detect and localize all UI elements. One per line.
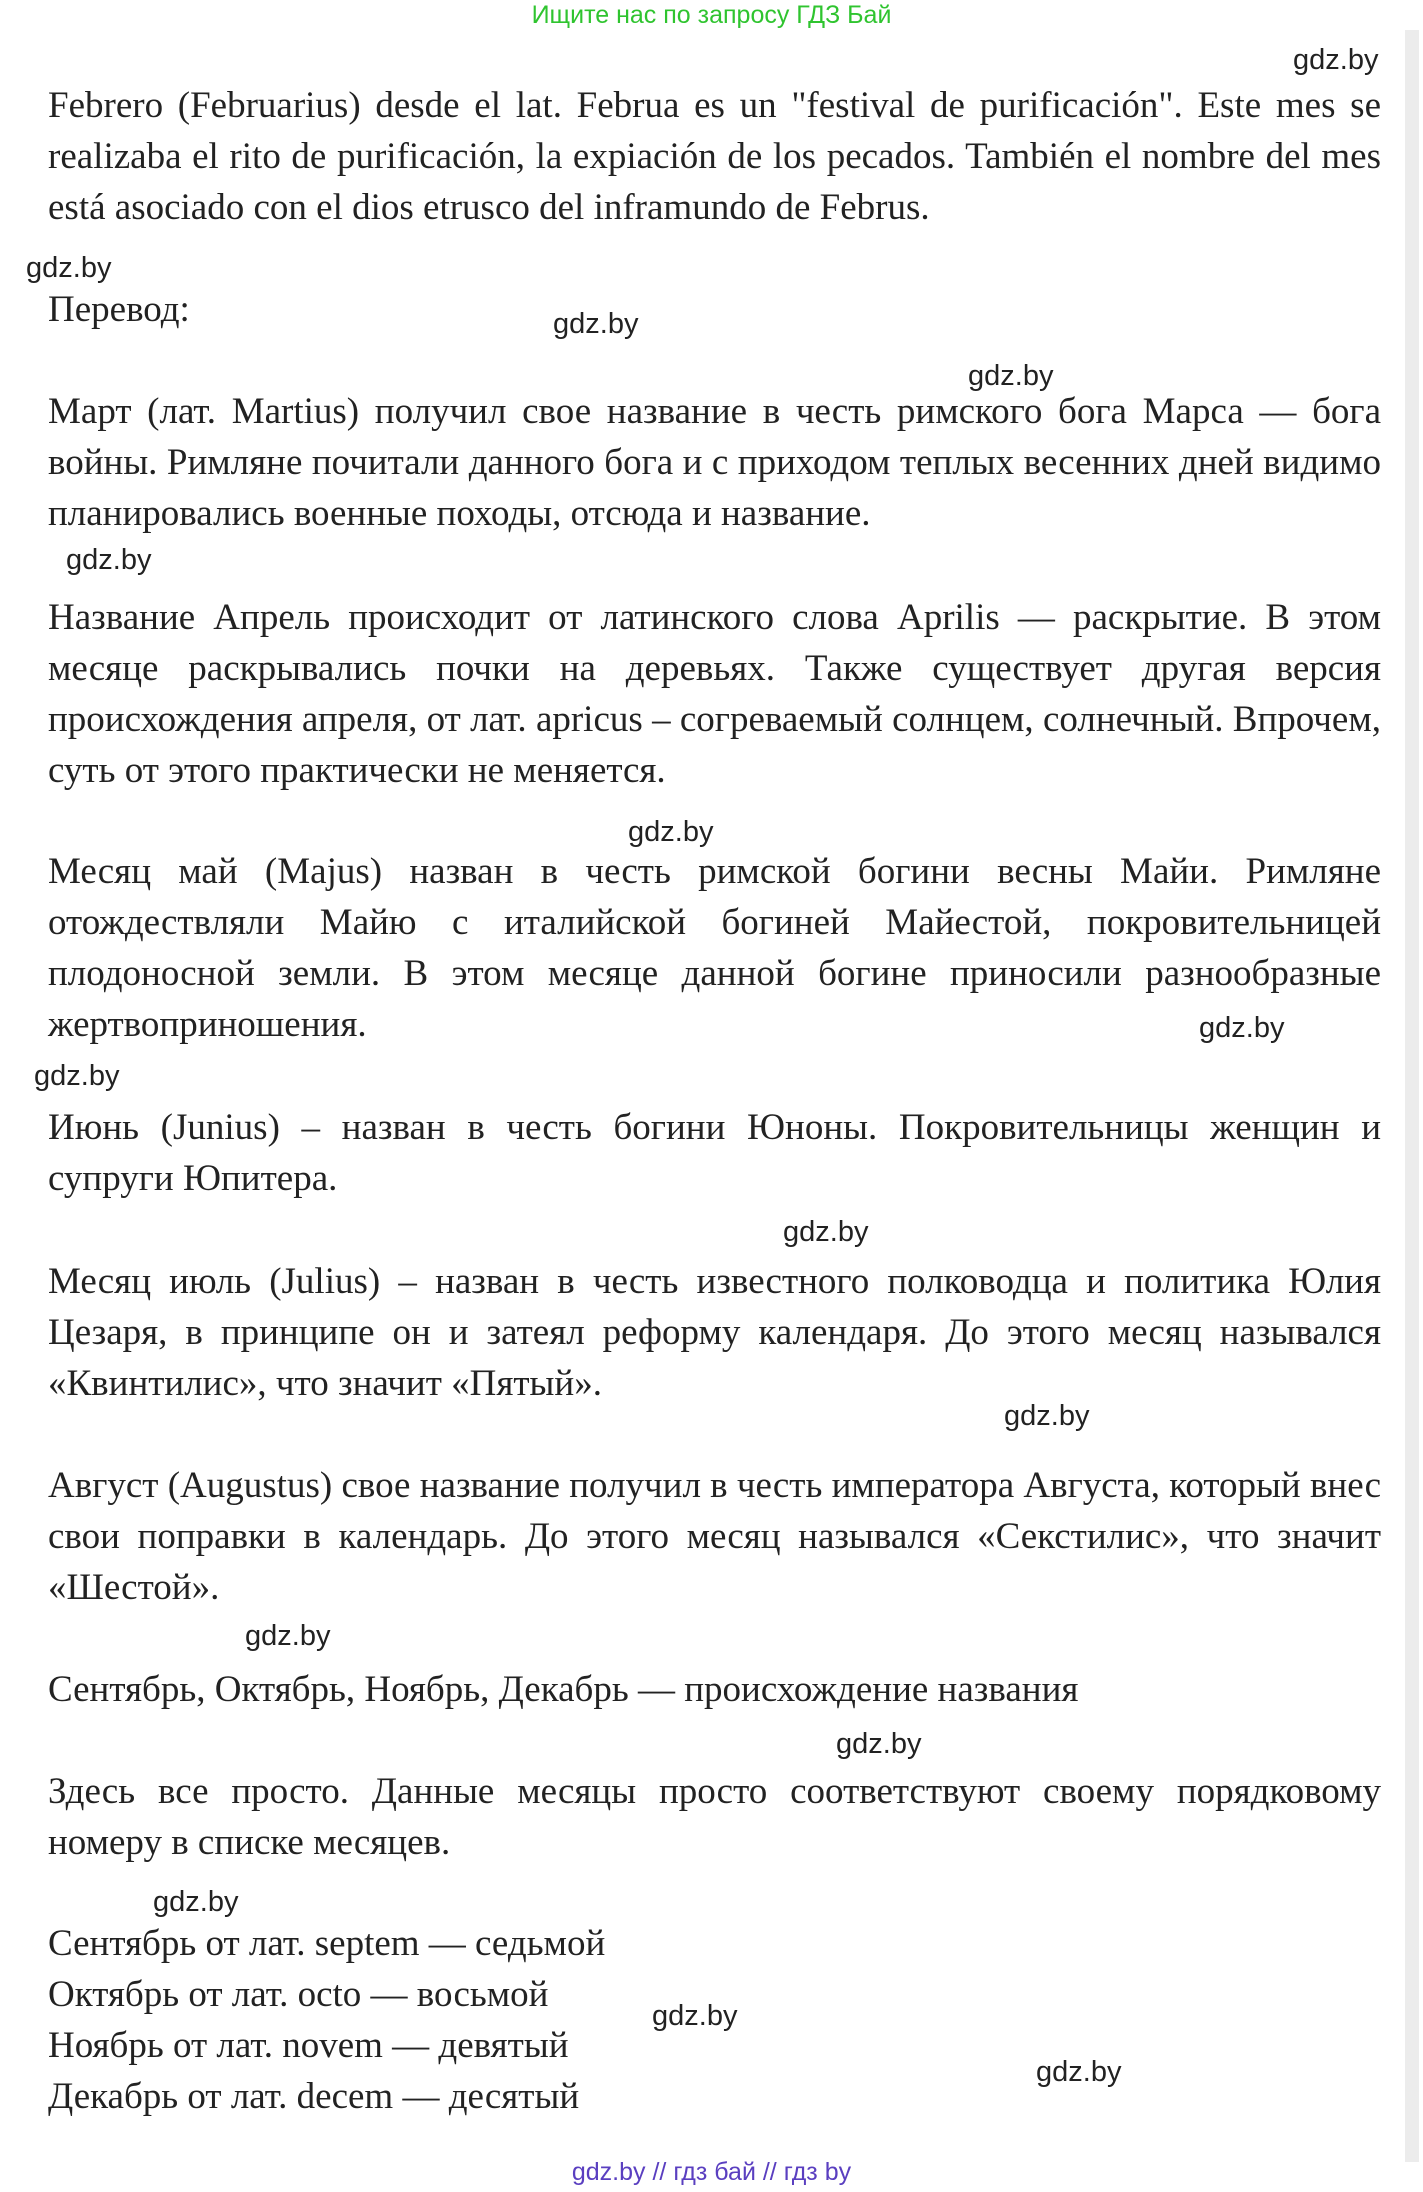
watermark: gdz.by	[968, 360, 1054, 392]
paragraph-zdes: Здесь все просто. Данные месяцы просто соответствуют своему порядковому номеру в списке месяцев.	[48, 1771, 1381, 1863]
bottom-banner[interactable]: gdz.by // гдз бай // гдз by	[571, 2158, 852, 2186]
watermark: gdz.by	[1036, 2056, 1122, 2088]
watermark: gdz.by	[628, 816, 714, 848]
paragraph-iyun: Июнь (Junius) – назван в честь богини Юноны. Покровительницы женщин и супруги Юпитера.	[48, 1107, 1381, 1199]
watermark: gdz.by	[652, 2000, 738, 2032]
list-item: Октябрь от лат. octo — восьмой	[48, 1974, 549, 2015]
watermark: gdz.by	[553, 308, 639, 340]
paragraph-aprel: Название Апрель происходит от латинского слова Aprilis — раскрытие. В этом месяце раскрывались почки на деревьях. Также существует другая версия происхождения апреля, от лат. apricus – согреваемый солнцем, солнечный. Впрочем, суть от этого практически не меняется.	[48, 597, 1381, 791]
autumn-months-heading: Сентябрь, Октябрь, Ноябрь, Декабрь — происхождение названия	[48, 1669, 1079, 1710]
watermark: gdz.by	[783, 1216, 869, 1248]
paragraph-mart: Март (лат. Martius) получил свое название в честь римского бога Марса — бога войны. Римляне почитали данного бога и с приходом теплых весенних дней видимо планировались военные походы, отсюда и название.	[48, 391, 1381, 534]
paragraph-avgust: Август (Augustus) свое название получил в честь императора Августа, который внес свои поправки в календарь. До этого месяц назывался «Секстилис», что значит «Шестой».	[48, 1465, 1381, 1608]
list-item: Декабрь от лат. decem — десятый	[48, 2076, 580, 2117]
watermark: gdz.by	[26, 252, 112, 284]
paragraph-febrero: Febrero (Februarius) desde el lat. Februa es un "festival de purificación". Este mes se realizaba el rito de purificación, la expiación de los pecados. También el nombre del mes está asociado con el dios etrusco del inframundo de Februs.	[48, 85, 1381, 228]
paragraph-iyul: Месяц июль (Julius) – назван в честь известного полководца и политика Юлия Цезаря, в принципе он и затеял реформу календаря. До этого месяц назывался «Квинтилис», что значит «Пятый».	[48, 1261, 1381, 1404]
watermark: gdz.by	[1199, 1012, 1285, 1044]
watermark: gdz.by	[153, 1886, 239, 1918]
top-banner[interactable]: Ищите нас по запросу ГДЗ Бай	[531, 1, 892, 29]
list-item: Ноябрь от лат. novem — девятый	[48, 2025, 569, 2066]
watermark: gdz.by	[34, 1060, 120, 1092]
watermark: gdz.by	[836, 1728, 922, 1760]
watermark: gdz.by	[1004, 1400, 1090, 1432]
translation-heading: Перевод:	[48, 289, 190, 330]
list-item: Сентябрь от лат. septem — седьмой	[48, 1923, 606, 1964]
paragraph-mai: Месяц май (Majus) назван в честь римской богини весны Майи. Римляне отождествляли Майю с италийской богиней Майестой, покровительницей плодоносной земли. В этом месяце данной богине приносили разнообразные жертвоприношения.	[48, 851, 1381, 1045]
right-margin-bar	[1405, 30, 1419, 2162]
watermark: gdz.by	[1293, 44, 1379, 76]
watermark: gdz.by	[245, 1620, 331, 1652]
watermark: gdz.by	[66, 544, 152, 576]
month-etymology-list	[48, 1918, 1381, 2122]
